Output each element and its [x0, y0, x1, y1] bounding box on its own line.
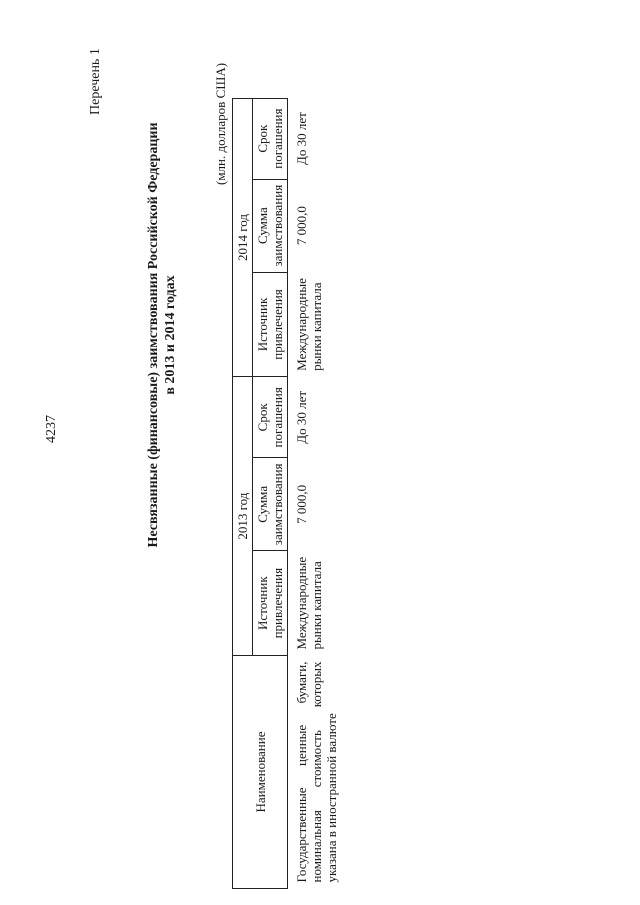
header-source-2013: Источник привлечения — [253, 551, 288, 656]
header-source-2014: Источник привлечения — [253, 272, 288, 377]
title-line-1: Несвязанные (финансовые) заимствования Российской Федерации — [146, 122, 161, 548]
row-source-2014: Международные рынки капитала — [294, 278, 324, 371]
table-row — [288, 98, 340, 888]
page-number: 4237 — [44, 415, 59, 443]
row-term-2014: До 30 лет — [294, 112, 309, 166]
header-amount-2014: Сумма заимствования — [253, 179, 288, 272]
unit-note: (млн. долларов США) — [213, 62, 228, 185]
header-term-2013: Срок погашения — [253, 377, 288, 458]
list-label: Перечень 1 — [88, 48, 103, 115]
table-header-row-years — [233, 98, 253, 888]
header-amount-2013: Сумма заимствования — [253, 458, 288, 551]
page-title — [145, 65, 179, 605]
header-name: Наименование — [233, 656, 288, 889]
header-year-2013: 2013 год — [233, 377, 253, 656]
title-line-2: в 2013 и 2014 годах — [163, 275, 178, 395]
header-term-2014: Срок погашения — [253, 98, 288, 179]
row-term-2013: До 30 лет — [294, 390, 309, 444]
header-year-2014: 2014 год — [233, 98, 253, 377]
row-source-2013: Международные рынки капитала — [294, 556, 324, 650]
row-amount-2014: 7 000,0 — [294, 206, 309, 246]
row-name: Государственные ценные бумаги, номинальная стоимость которых указана в иностранной валюте — [294, 661, 339, 883]
row-amount-2013: 7 000,0 — [294, 484, 309, 524]
borrowings-table — [232, 98, 339, 889]
